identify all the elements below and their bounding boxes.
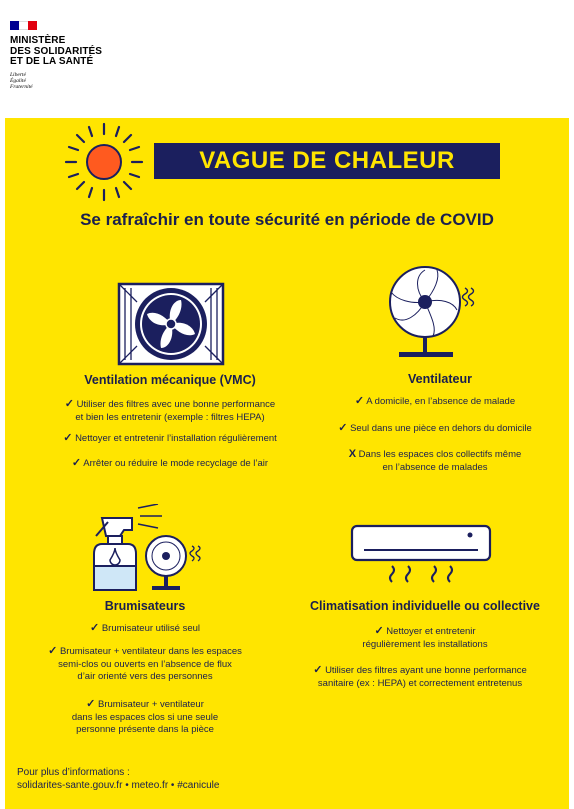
french-flag-icon (10, 21, 37, 30)
brumisateurs-item: ✓ Brumisateur utilisé seul (89, 622, 201, 634)
vmc-fan-icon (117, 282, 225, 366)
vmc-item: ✓ Utiliser des filtres avec une bonne performance et bien les entretenir (exemple : filtres HEPA) (64, 398, 276, 423)
check-icon: ✓ (71, 457, 82, 469)
brumisateurs-item: ✓ Brumisateur + ventilateur dans les espaces clos si une seule personne présente dans la pièce (71, 698, 219, 735)
ventilateur-item: X Dans les espaces clos collectifs même en l’absence de malades (348, 448, 522, 473)
check-icon: ✓ (354, 395, 365, 407)
check-icon: ✓ (313, 664, 323, 676)
check-icon: ✓ (63, 432, 73, 444)
standing-fan-icon (385, 266, 485, 366)
ventilateur-title: Ventilateur (408, 372, 472, 386)
vmc-item: ✓ Nettoyer et entretenir l’installation régulièrement (63, 432, 277, 444)
check-icon: ✓ (89, 622, 100, 634)
climatisation-item: ✓ Utiliser des filtres ayant une bonne performance sanitaire (ex : HEPA) et correctement entretenus (313, 664, 527, 689)
footer-info: Pour plus d’informations : solidarites-sante.gouv.fr • meteo.fr • #canicule (17, 767, 220, 791)
page-subtitle: Se rafraîchir en toute sécurité en période de COVID (80, 210, 494, 229)
page-title: VAGUE DE CHALEUR (154, 143, 500, 179)
vmc-title: Ventilation mécanique (VMC) (84, 373, 256, 387)
check-icon: ✓ (48, 645, 58, 657)
ventilateur-item: ✓ A domicile, en l’absence de malade (354, 395, 516, 407)
check-icon: ✓ (64, 398, 75, 410)
ventilateur-item: ✓ Seul dans une pièce en dehors du domicile (338, 422, 532, 434)
republic-motto: Liberté Égalité Fraternité (10, 72, 33, 91)
check-icon: ✓ (86, 698, 96, 710)
climatisation-item: ✓ Nettoyer et entretenir régulièrement les installations (362, 625, 488, 650)
sun-icon (62, 120, 146, 204)
climatisation-title: Climatisation individuelle ou collective (310, 599, 540, 613)
brumisateurs-title: Brumisateurs (104, 599, 186, 613)
check-icon: ✓ (338, 422, 348, 434)
air-conditioner-icon (350, 524, 492, 586)
mist-sprayer-icon (88, 504, 218, 594)
ministry-header (0, 0, 574, 118)
ministry-name: MINISTÈRE DES SOLIDARITÉS ET DE LA SANTÉ (10, 35, 103, 67)
check-icon: ✓ (374, 625, 384, 637)
brumisateurs-item: ✓ Brumisateur + ventilateur dans les espaces semi-clos ou ouverts en l’absence de flux d’air orienté vers des personnes (48, 645, 242, 682)
cross-icon: X (348, 448, 357, 460)
vmc-item: ✓ Arrêter ou réduire le mode recyclage de l’air (71, 457, 269, 469)
